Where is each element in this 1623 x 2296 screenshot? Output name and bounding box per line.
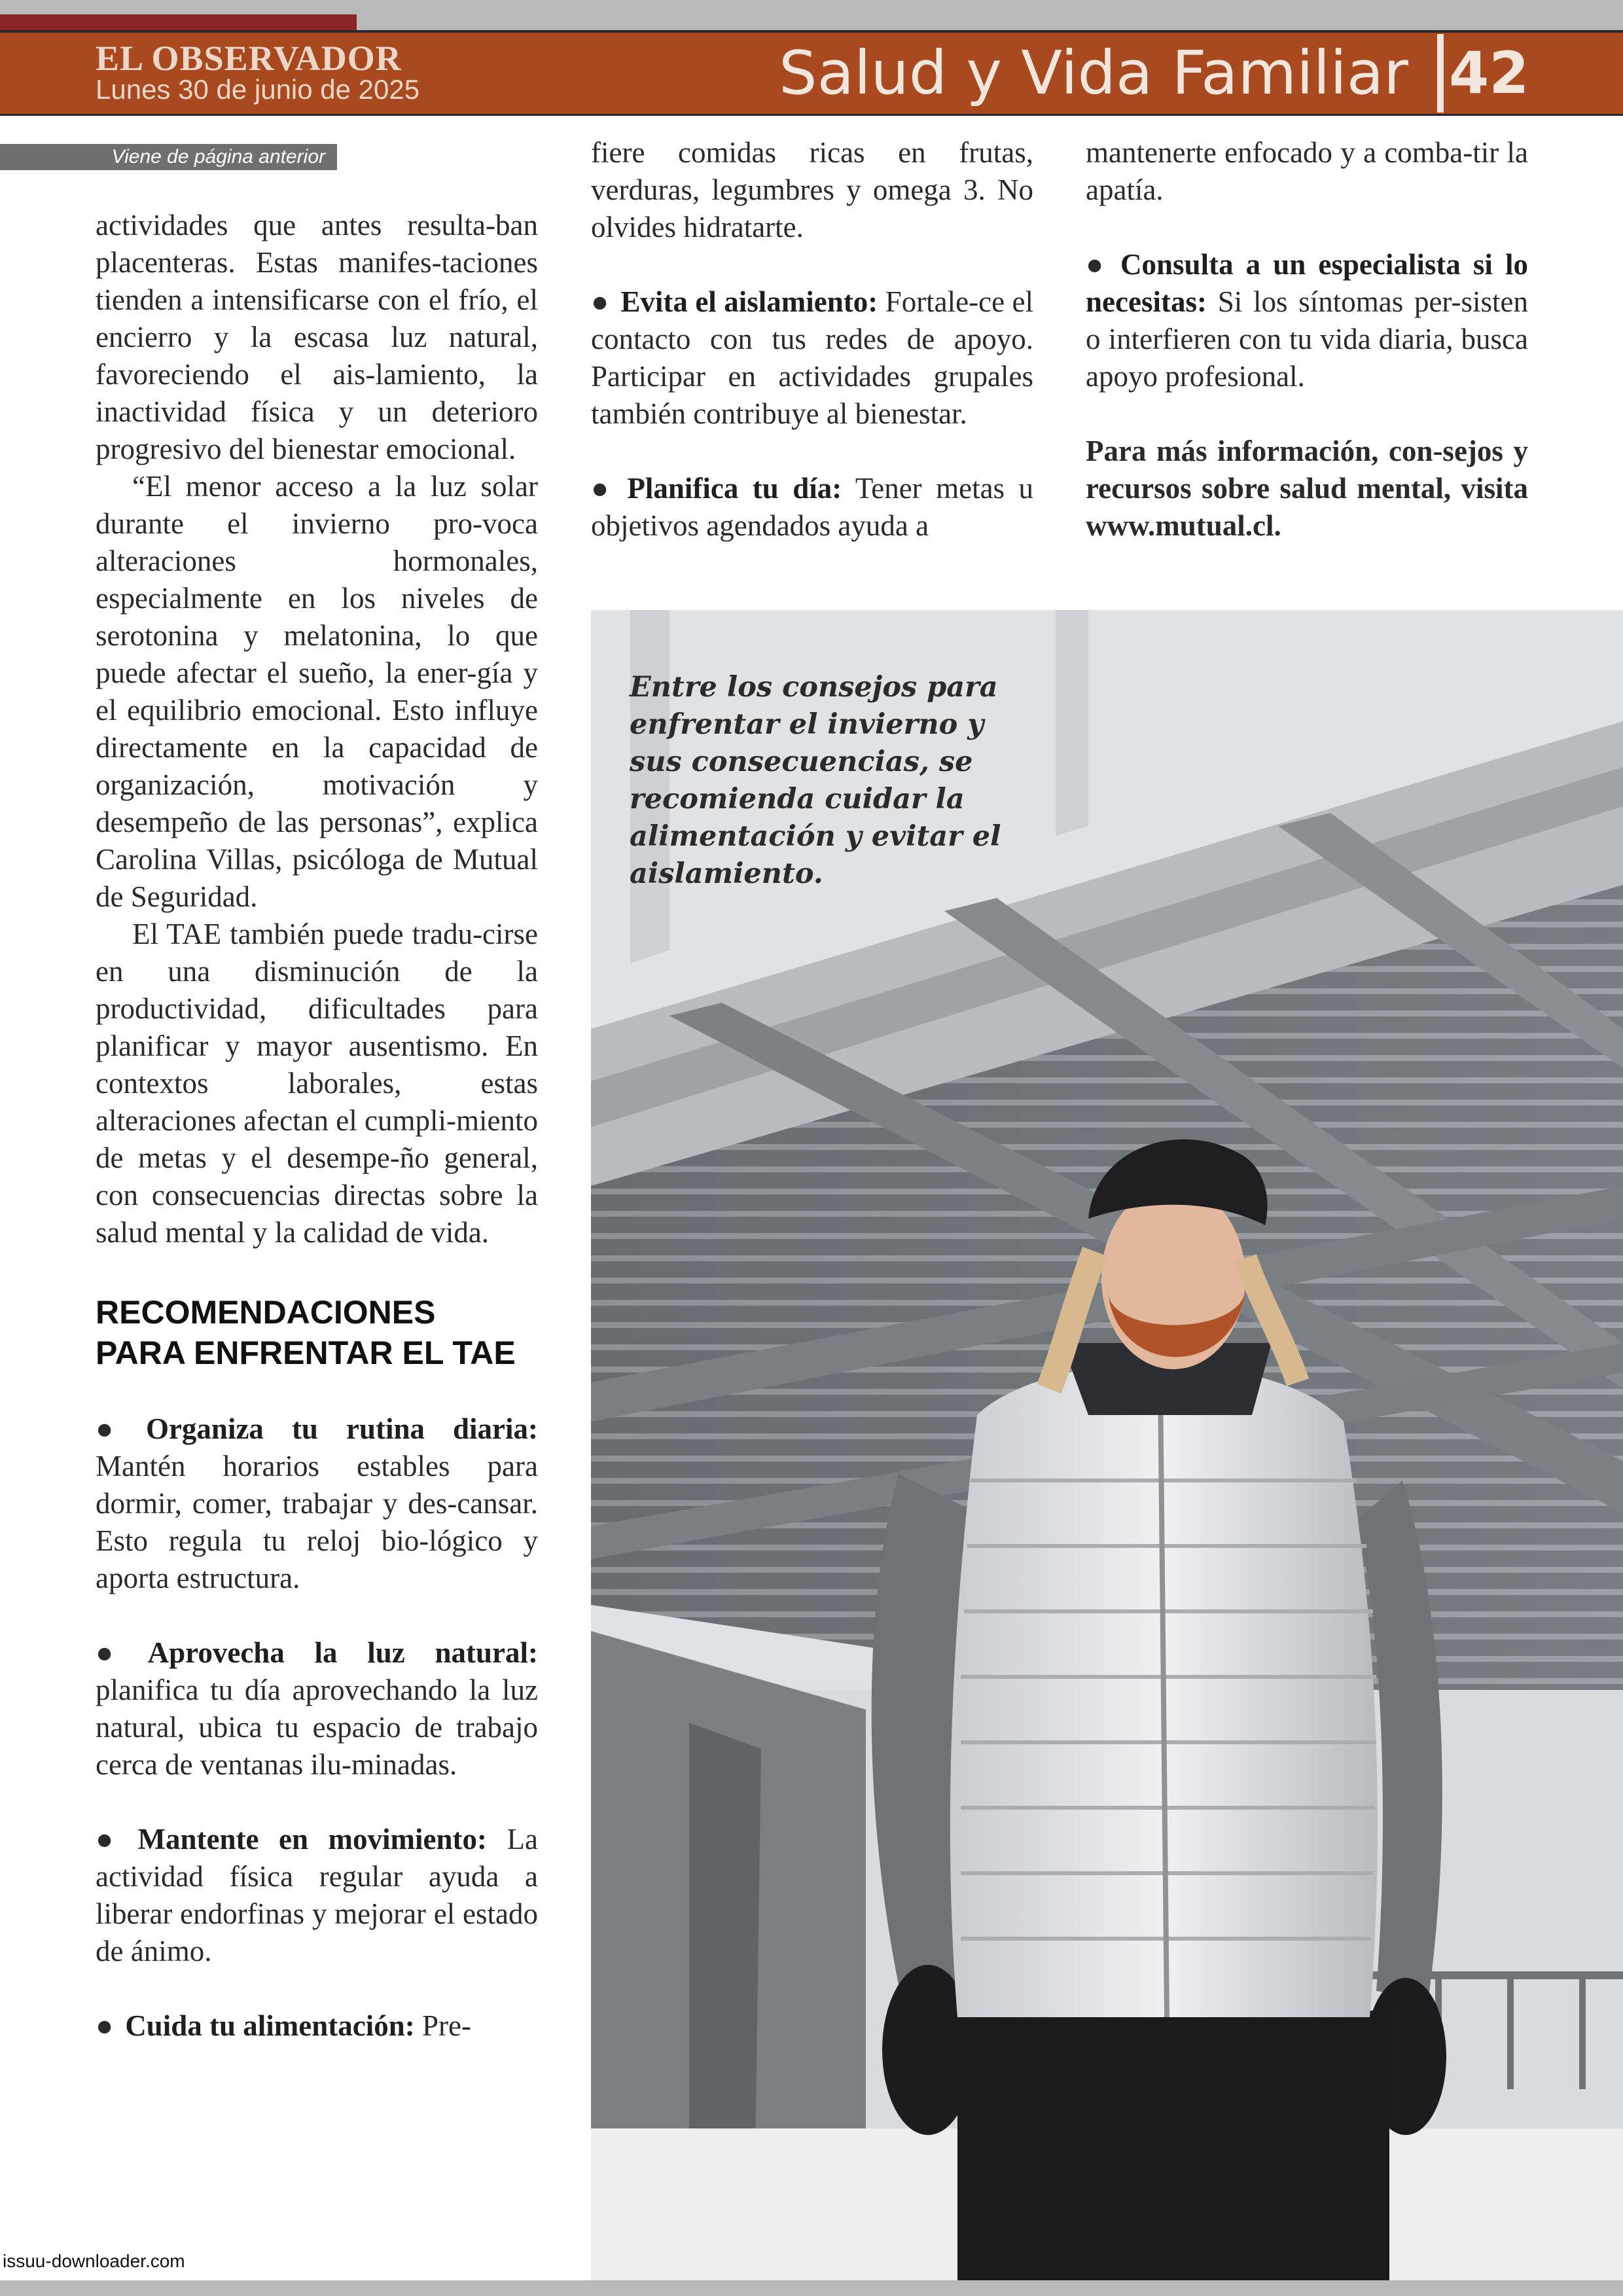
bullet-icon: ●	[96, 1412, 134, 1445]
recommendation-title: Aprovecha la luz natural:	[147, 1636, 538, 1669]
watermark-text: issuu-downloader.com	[0, 2250, 188, 2273]
page-number-separator	[1437, 34, 1444, 113]
page-number: 42	[1449, 39, 1529, 107]
recommendation-text: Pre-	[421, 2009, 471, 2042]
recommendation-item	[1086, 246, 1528, 395]
recommendation-title: Planifica tu día:	[627, 472, 842, 505]
article-column-1	[96, 207, 538, 2045]
article-paragraph: “El menor acceso a la luz solar durante el invierno pro-voca alteraciones hormonales, especialmente en los niveles de serotonina y melatonina, lo que puede afectar el sueño, la ener-gía y el equilibrio emocional. Esto influye directamente en la capacidad de organización, motivación y desempeño de las personas”, explica Carolina Villas, psicóloga de Mutual de Seguridad.	[96, 470, 538, 913]
closing-note: Para más información, con-sejos y recursos sobre salud mental, visita www.mutual.cl.	[1086, 435, 1528, 542]
recommendation-text: Si los síntomas per-sisten o interfieren con tu vida diaria, busca apoyo profesional.	[1086, 285, 1528, 393]
issue-date: Lunes 30 de junio de 2025	[96, 74, 420, 105]
top-accent-bar	[0, 14, 357, 30]
recommendation-item	[96, 1821, 538, 1970]
article-column-2	[591, 134, 1033, 545]
continuation-tag	[0, 144, 337, 170]
recommendation-title: Mantente en movimiento:	[137, 1823, 487, 1856]
recommendation-title: Evita el aislamiento:	[620, 285, 878, 318]
recommendation-text: Mantén horarios estables para dormir, comer, trabajar y des-cansar. Esto regula tu reloj bio-lógico y aporta estructura.	[96, 1450, 538, 1594]
bullet-icon: ●	[591, 285, 609, 318]
recommendation-item	[96, 1634, 538, 1784]
article-paragraph: El TAE también puede tradu-cirse en una disminución de la productividad, dificultades para planificar y mayor ausentismo. En contextos laborales, estas alteraciones afectan el cumpli-miento de metas y el desempe-ño general, con consecuencias directas sobre la salud mental y la calidad de vida.	[96, 918, 538, 1249]
subheading-line-2: PARA ENFRENTAR EL TAE	[96, 1335, 516, 1371]
bullet-icon: ●	[96, 2009, 114, 2042]
recommendation-text: La actividad física regular ayuda a liberar endorfinas y mejorar el estado de ánimo.	[96, 1823, 539, 1967]
bullet-icon: ●	[96, 1636, 136, 1669]
recommendation-title: Organiza tu rutina diaria:	[145, 1412, 538, 1445]
article-paragraph: actividades que antes resulta-ban placenteras. Estas manifes-taciones tienden a intensificarse con el frío, el encierro y la escasa luz natural, favoreciendo el ais-lamiento, la inactividad física y un deterioro progresivo del bienestar emocional.	[96, 209, 538, 465]
recommendation-text: Fortale-ce el contacto con tus redes de apoyo. Participar en actividades grupales también contribuye al bienestar.	[591, 285, 1033, 430]
subheading-line-1: RECOMENDACIONES	[96, 1294, 436, 1331]
bullet-icon: ●	[96, 1823, 126, 1856]
photo-caption: Entre los consejos para enfrentar el invierno y sus consecuencias, se recomienda cuidar la alimentación y evitar el aislamiento.	[630, 671, 1001, 890]
article-paragraph: fiere comidas ricas en frutas, verduras, legumbres y omega 3. No olvides hidratarte.	[591, 136, 1033, 243]
continuation-tag-label: Viene de página anterior	[111, 146, 325, 168]
recommendation-item	[96, 1410, 538, 1597]
bullet-icon: ●	[591, 472, 616, 505]
header-rule-bottom	[0, 114, 1623, 116]
section-title: Salud y Vida Familiar	[779, 38, 1408, 108]
section-subheading	[96, 1292, 538, 1373]
article-paragraph: mantenerte enfocado y a comba-tir la apatía.	[1086, 136, 1528, 206]
recommendation-text: Tener metas u objetivos agendados ayuda a	[591, 472, 1034, 542]
recommendation-title: Cuida tu alimentación:	[125, 2009, 415, 2042]
recommendation-item	[96, 2007, 538, 2045]
recommendation-item	[591, 283, 1033, 433]
recommendation-title: Consulta a un especialista si lo necesitas:	[1086, 248, 1528, 318]
bullet-icon: ●	[1086, 248, 1109, 281]
masthead: EL OBSERVADOR	[96, 39, 402, 78]
recommendation-item	[591, 470, 1033, 545]
recommendation-text: planifica tu día aprovechando la luz natural, ubica tu espacio de trabajo cerca de ventanas ilu-minadas.	[96, 1674, 538, 1781]
bottom-strip	[0, 2280, 1623, 2296]
article-column-3	[1086, 134, 1528, 545]
